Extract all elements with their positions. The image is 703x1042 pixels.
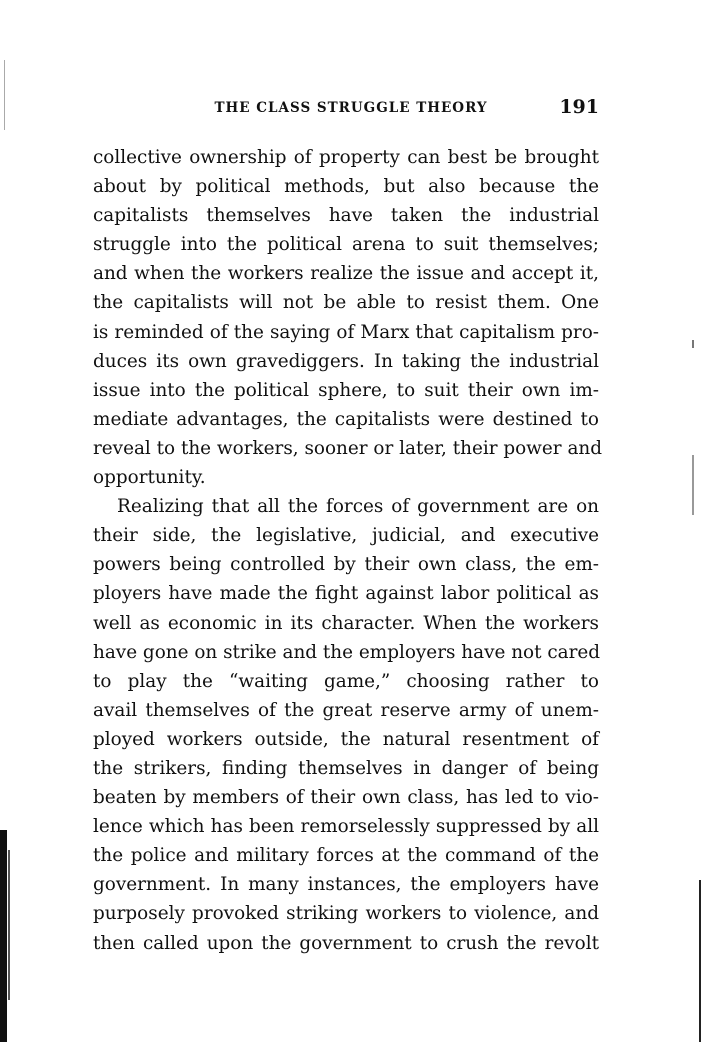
page-header bbox=[93, 96, 599, 122]
scan-edge-left bbox=[0, 830, 7, 1042]
scan-edge-right bbox=[699, 880, 701, 1042]
running-title: THE CLASS STRUGGLE THEORY bbox=[214, 100, 488, 116]
page-number: 191 bbox=[559, 96, 599, 118]
text-line: lence which has been remorselessly suppressed by all bbox=[93, 816, 599, 838]
text-line: beaten by members of their own class, has led to vio- bbox=[93, 787, 599, 809]
scan-edge-left-inner bbox=[8, 850, 10, 1000]
text-line: their side, the legislative, judicial, and executive bbox=[93, 525, 599, 547]
text-line: ployers have made the fight against labor political as bbox=[93, 583, 599, 605]
text-line: capitalists themselves have taken the industrial bbox=[93, 205, 599, 227]
text-line: then called upon the government to crush the revolt bbox=[93, 932, 599, 954]
scan-artifact bbox=[692, 455, 694, 515]
scan-artifact bbox=[692, 340, 694, 348]
text-line: the capitalists will not be able to resist them. One bbox=[93, 292, 599, 314]
text-line: the police and military forces at the command of the bbox=[93, 845, 599, 867]
text-line: collective ownership of property can best be brought bbox=[93, 147, 599, 168]
text-line: avail themselves of the great reserve army of unem- bbox=[93, 699, 599, 721]
text-line: reveal to the workers, sooner or later, their power and bbox=[93, 437, 603, 459]
text-line: Realizing that all the forces of government are on bbox=[117, 496, 599, 518]
text-line: is reminded of the saying of Marx that capitalism pro- bbox=[93, 321, 599, 343]
text-line: to play the “waiting game,” choosing rather to bbox=[93, 670, 599, 692]
text-line: about by political methods, but also because the bbox=[93, 176, 599, 198]
text-line: have gone on strike and the employers have not cared bbox=[93, 641, 601, 663]
text-line: issue into the political sphere, to suit their own im- bbox=[93, 379, 599, 401]
text-line: ployed workers outside, the natural resentment of bbox=[93, 728, 599, 750]
page-body bbox=[93, 143, 603, 958]
text-line: struggle into the political arena to suit themselves; bbox=[93, 234, 599, 256]
text-line: government. In many instances, the employers have bbox=[93, 874, 599, 896]
text-line: the strikers, finding themselves in danger of being bbox=[93, 757, 599, 779]
text-line: mediate advantages, the capitalists were destined to bbox=[93, 408, 599, 430]
text-line: and when the workers realize the issue and accept it, bbox=[93, 263, 599, 285]
text-line: purposely provoked striking workers to violence, and bbox=[93, 903, 599, 925]
text-line: opportunity. bbox=[93, 467, 206, 489]
text-line: duces its own gravediggers. In taking the industrial bbox=[93, 350, 599, 372]
scan-artifact bbox=[4, 60, 5, 130]
text-line: powers being controlled by their own class, the em- bbox=[93, 554, 599, 576]
text-line: well as economic in its character. When the workers bbox=[93, 612, 599, 634]
